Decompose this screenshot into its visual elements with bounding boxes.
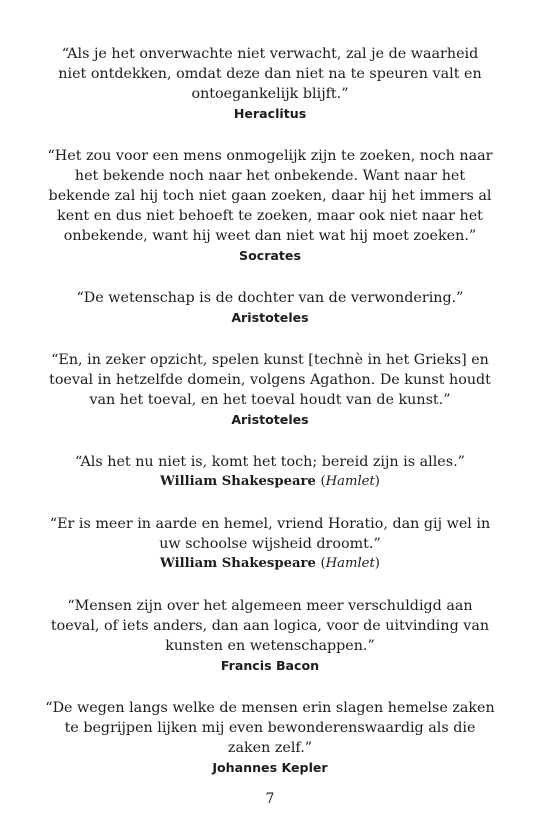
quote-line: uw schoolse wijsheid droomt.” [159, 536, 381, 552]
quote-line: het bekende noch naar het onbekende. Want naar het [74, 168, 466, 184]
quote-line: zaken zelf.” [227, 740, 313, 756]
quote-line: “De wegen langs welke de mensen erin slagen hemelse zaken [45, 700, 495, 716]
quotes-page [0, 44, 540, 800]
quote-text [45, 514, 495, 554]
quote-line: onbekende, want hij weet dan niet wat hij moet zoeken.” [63, 228, 477, 244]
quote-aristoteles-2 [45, 350, 495, 430]
quote-aristoteles-1 [45, 288, 495, 328]
work-title-text: Hamlet [325, 556, 375, 571]
quote-line: “Als het nu niet is, komt het toch; bereid zijn is alles.” [75, 454, 465, 470]
quote-bacon [45, 596, 495, 676]
quote-author: Francis Bacon [220, 658, 320, 673]
quote-author: Socrates [239, 248, 301, 263]
quote-text [45, 452, 495, 472]
quote-line: toeval in hetzelfde domein, volgens Agathon. De kunst houdt [49, 372, 491, 388]
author-name: William Shakespeare [160, 474, 316, 489]
quote-line: “Het zou voor een mens onmogelijk zijn te zoeken, noch naar [47, 148, 493, 164]
quote-text [45, 350, 495, 410]
work-title-text: Hamlet [325, 474, 375, 489]
quote-line: toeval, of iets anders, dan aan logica, voor de uitvinding van [50, 618, 490, 634]
quote-shakespeare-2 [45, 514, 495, 574]
author-name: William Shakespeare [160, 556, 316, 571]
quote-socrates [45, 146, 495, 266]
page-number: 7 [265, 791, 275, 807]
quote-author: Aristoteles [231, 412, 309, 427]
quote-author: Johannes Kepler [212, 760, 328, 775]
quote-text [45, 44, 495, 104]
quote-line: niet ontdekken, omdat deze dan niet na te speuren valt en [58, 66, 482, 82]
work-title: (Hamlet) [320, 474, 380, 489]
quote-line: kunsten en wetenschappen.” [165, 638, 375, 654]
quote-text [45, 596, 495, 656]
quote-line: ontoegankelijk blijft.” [191, 86, 349, 102]
quote-author [45, 472, 495, 492]
quote-line: van het toeval, en het toeval houdt van de kunst.” [89, 392, 451, 408]
quote-shakespeare-1 [45, 452, 495, 492]
quote-author: Aristoteles [231, 310, 309, 325]
quote-text [45, 698, 495, 758]
quote-line: bekende zal hij toch niet gaan zoeken, daar hij het immers al [48, 188, 492, 204]
quote-line: te begrijpen lijken mij even bewonderenswaardig als die [64, 720, 476, 736]
quote-author [45, 554, 495, 574]
quote-author: Heraclitus [233, 106, 307, 121]
quote-line: kent en dus niet behoeft te zoeken, maar ook niet naar het [57, 208, 483, 224]
quote-text [45, 146, 495, 246]
quote-kepler [45, 698, 495, 778]
work-title: (Hamlet) [320, 556, 380, 571]
quote-line: “Als je het onverwachte niet verwacht, zal je de waarheid [61, 46, 479, 62]
quote-line: “Er is meer in aarde en hemel, vriend Horatio, dan gij wel in [49, 516, 491, 532]
quote-line: “De wetenschap is de dochter van de verwondering.” [76, 290, 464, 306]
quote-line: “En, in zeker opzicht, spelen kunst [technè in het Grieks] en [51, 352, 489, 368]
quote-line: “Mensen zijn over het algemeen meer verschuldigd aan [67, 598, 473, 614]
quote-heraclitus [45, 44, 495, 124]
quote-text [45, 288, 495, 308]
